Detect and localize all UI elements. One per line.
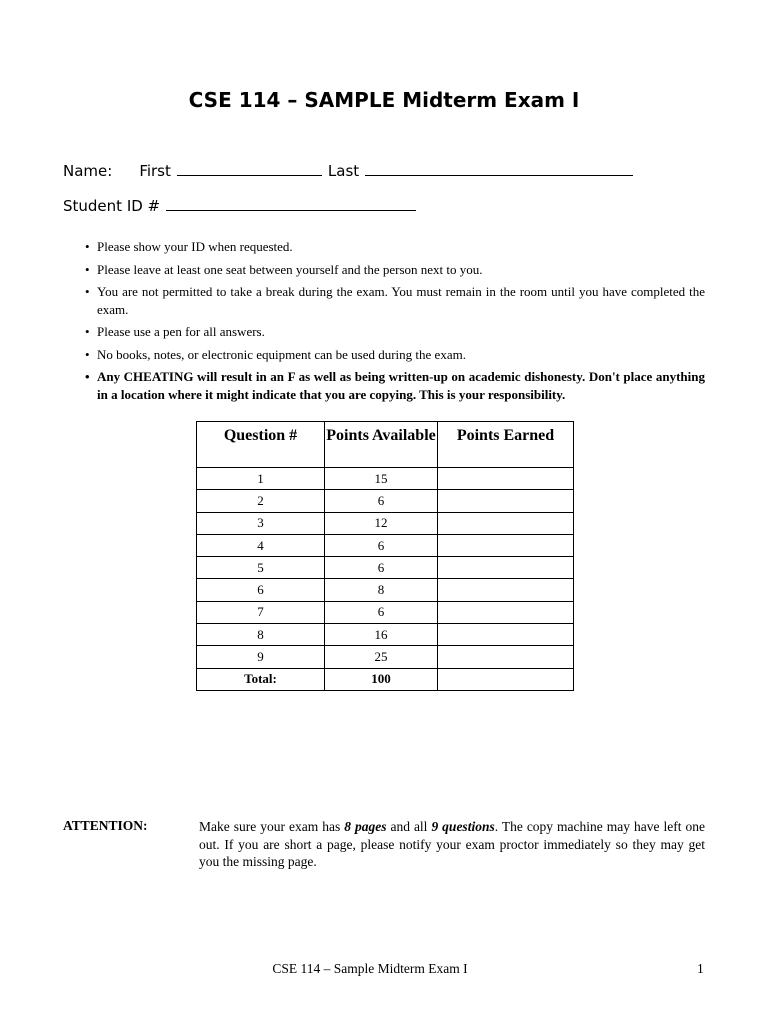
table-row [197,490,574,512]
instruction-text: You are not permitted to take a break during the exam. You must remain in the room until you have completed the exam. [97,284,705,317]
instruction-text: Please use a pen for all answers. [97,324,265,339]
total-earned-cell[interactable] [438,668,574,690]
table-row [197,579,574,601]
page-title: CSE 114 – SAMPLE Midterm Exam I [188,88,580,112]
student-id-label: Student ID # [63,197,161,215]
table-row [197,557,574,579]
question-cell: 7 [197,601,325,623]
earned-cell[interactable] [438,490,574,512]
list-item [85,238,705,256]
attention-questions: 9 questions [431,819,495,834]
table-row [197,468,574,490]
table-row [197,512,574,534]
bullet-icon: • [85,346,90,362]
total-label: Total: [197,668,325,690]
last-name-blank[interactable] [365,161,633,176]
points-cell: 6 [325,534,438,556]
points-cell: 8 [325,579,438,601]
table-header-row [197,422,574,468]
question-cell: 4 [197,534,325,556]
list-item [85,346,705,364]
list-item [85,323,705,341]
list-item [85,368,705,403]
column-header-question: Question # [197,422,325,468]
bullet-icon: • [85,261,90,277]
points-cell: 6 [325,490,438,512]
instructions-list [85,238,705,408]
question-cell: 6 [197,579,325,601]
bullet-icon: • [85,324,90,339]
total-row [197,668,574,690]
total-points: 100 [325,668,438,690]
points-cell: 25 [325,646,438,668]
question-cell: 1 [197,468,325,490]
attention-label: ATTENTION: [63,818,148,833]
student-id-row [63,196,416,215]
instruction-text: No books, notes, or electronic equipment can be used during the exam. [97,346,466,362]
score-table [196,421,574,691]
bullet-icon: • [85,284,90,299]
column-header-points-earned: Points Earned [438,422,574,468]
bullet-icon: • [85,239,90,254]
column-header-points-available: Points Available [325,422,438,468]
question-cell: 9 [197,646,325,668]
table-row [197,601,574,623]
attention-pages: 8 pages [344,819,387,834]
attention-text-before: Make sure your exam has [199,819,345,834]
question-cell: 3 [197,512,325,534]
earned-cell[interactable] [438,534,574,556]
table-row [197,646,574,668]
question-cell: 2 [197,490,325,512]
points-cell: 16 [325,624,438,646]
earned-cell[interactable] [438,512,574,534]
points-cell: 6 [325,557,438,579]
earned-cell[interactable] [438,601,574,623]
name-label: Name: [63,162,113,180]
points-cell: 6 [325,601,438,623]
attention-text-after: . The copy machine may have left one out. If you are short a page, please notify your exam proctor immediately so they may get you the missing page. [199,819,705,869]
list-item [85,261,705,279]
first-name-label: First [139,162,171,180]
instruction-text: Please leave at least one seat between yourself and the person next to you. [97,261,483,277]
page-number: 1 [697,961,704,976]
instruction-text: Any CHEATING will result in an F as well as being written-up on academic dishonesty. Don't place anything in a location where it might indicate that you are copying. This is your responsibility. [97,369,705,402]
instruction-text: Please show your ID when requested. [97,239,293,254]
points-cell: 12 [325,512,438,534]
earned-cell[interactable] [438,624,574,646]
name-field-row [63,161,633,180]
question-cell: 8 [197,624,325,646]
bullet-icon: • [85,369,90,384]
last-name-label: Last [327,162,360,180]
attention-text-middle: and all [386,819,432,834]
footer-title: CSE 114 – Sample Midterm Exam I [272,961,468,976]
earned-cell[interactable] [438,579,574,601]
points-cell: 15 [325,468,438,490]
first-name-blank[interactable] [177,161,322,176]
earned-cell[interactable] [438,468,574,490]
list-item [85,283,705,318]
attention-text [199,818,705,871]
question-cell: 5 [197,557,325,579]
table-row [197,534,574,556]
table-row [197,624,574,646]
student-id-blank[interactable] [166,196,416,211]
earned-cell[interactable] [438,557,574,579]
earned-cell[interactable] [438,646,574,668]
